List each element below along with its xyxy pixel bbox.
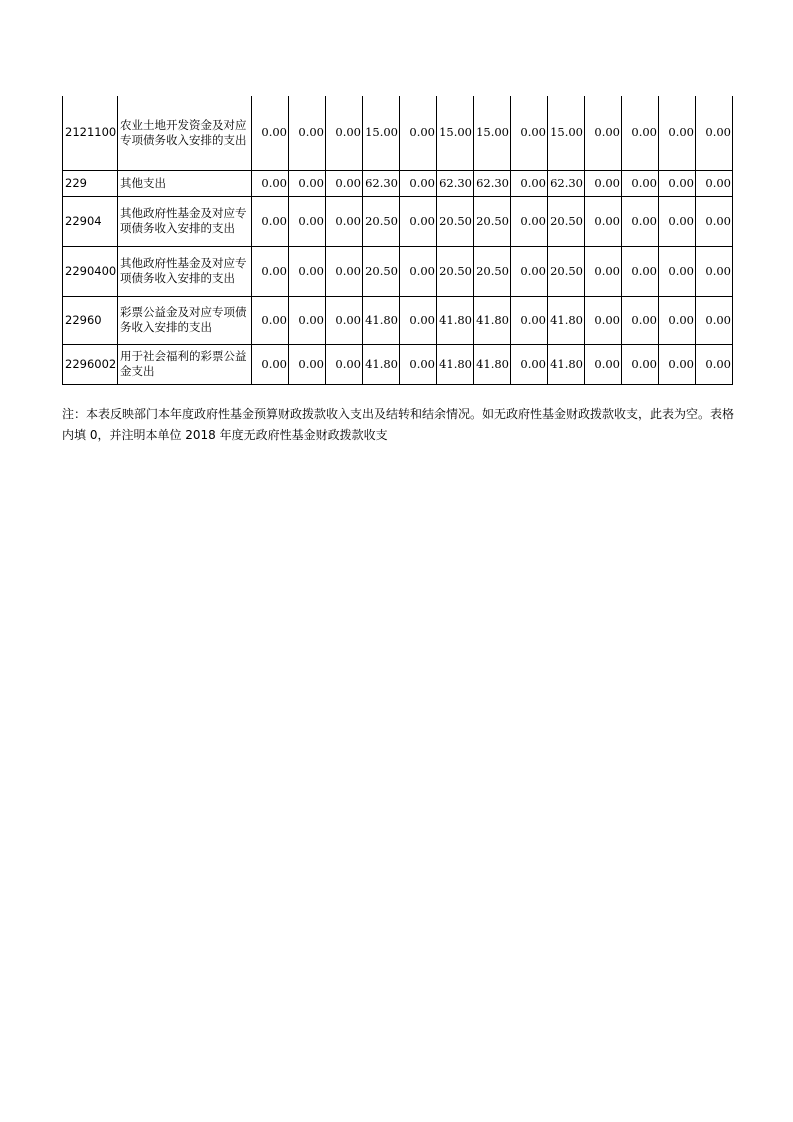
- subject-name-cell: 用于社会福利的彩票公益金支出: [118, 344, 252, 384]
- amount-cell: 0.00: [511, 96, 548, 170]
- amount-cell: 20.50: [363, 246, 400, 296]
- amount-cell: 0.00: [400, 170, 437, 196]
- amount-cell: 0.00: [289, 344, 326, 384]
- amount-cell: 0.00: [400, 344, 437, 384]
- amount-cell: 0.00: [289, 96, 326, 170]
- amount-cell: 0.00: [400, 246, 437, 296]
- amount-cell: 0.00: [622, 96, 659, 170]
- amount-cell: 62.30: [437, 170, 474, 196]
- amount-cell: 0.00: [326, 170, 363, 196]
- amount-cell: 20.50: [474, 196, 511, 246]
- amount-cell: 41.80: [548, 296, 585, 344]
- amount-cell: 0.00: [252, 96, 289, 170]
- amount-cell: 0.00: [696, 344, 733, 384]
- amount-cell: 0.00: [585, 296, 622, 344]
- amount-cell: 0.00: [622, 296, 659, 344]
- amount-cell: 0.00: [289, 196, 326, 246]
- amount-cell: 0.00: [585, 344, 622, 384]
- amount-cell: 0.00: [622, 344, 659, 384]
- amount-cell: 15.00: [474, 96, 511, 170]
- subject-code-cell: 2290400: [63, 246, 118, 296]
- amount-cell: 15.00: [437, 96, 474, 170]
- amount-cell: 0.00: [400, 296, 437, 344]
- amount-cell: 41.80: [474, 296, 511, 344]
- subject-name-cell: 其他政府性基金及对应专项债务收入安排的支出: [118, 246, 252, 296]
- amount-cell: 0.00: [326, 196, 363, 246]
- amount-cell: 41.80: [437, 296, 474, 344]
- amount-cell: 0.00: [511, 246, 548, 296]
- amount-cell: 62.30: [363, 170, 400, 196]
- amount-cell: 0.00: [622, 246, 659, 296]
- table-row: [63, 246, 733, 296]
- table-row: [63, 196, 733, 246]
- amount-cell: 0.00: [400, 196, 437, 246]
- amount-cell: 20.50: [437, 246, 474, 296]
- amount-cell: 41.80: [363, 344, 400, 384]
- subject-name-cell: 其他政府性基金及对应专项债务收入安排的支出: [118, 196, 252, 246]
- subject-code-cell: 22904: [63, 196, 118, 246]
- amount-cell: 20.50: [437, 196, 474, 246]
- amount-cell: 0.00: [511, 344, 548, 384]
- amount-cell: 0.00: [585, 196, 622, 246]
- amount-cell: 0.00: [622, 170, 659, 196]
- amount-cell: 0.00: [252, 246, 289, 296]
- amount-cell: 0.00: [659, 296, 696, 344]
- amount-cell: 20.50: [548, 246, 585, 296]
- table-body: [63, 96, 733, 384]
- table-row: [63, 96, 733, 170]
- subject-code-cell: 229: [63, 170, 118, 196]
- table-row: [63, 344, 733, 384]
- amount-cell: 0.00: [252, 296, 289, 344]
- amount-cell: 0.00: [326, 296, 363, 344]
- amount-cell: 0.00: [326, 344, 363, 384]
- amount-cell: 0.00: [252, 170, 289, 196]
- amount-cell: 0.00: [252, 344, 289, 384]
- amount-cell: 41.80: [437, 344, 474, 384]
- amount-cell: 0.00: [659, 170, 696, 196]
- subject-name-cell: 农业土地开发资金及对应专项债务收入安排的支出: [118, 96, 252, 170]
- amount-cell: 41.80: [548, 344, 585, 384]
- amount-cell: 0.00: [696, 296, 733, 344]
- amount-cell: 0.00: [326, 96, 363, 170]
- fund-budget-table: [62, 96, 733, 385]
- amount-cell: 0.00: [696, 196, 733, 246]
- amount-cell: 15.00: [363, 96, 400, 170]
- amount-cell: 0.00: [511, 296, 548, 344]
- amount-cell: 62.30: [474, 170, 511, 196]
- amount-cell: 20.50: [474, 246, 511, 296]
- amount-cell: 0.00: [585, 246, 622, 296]
- amount-cell: 0.00: [289, 296, 326, 344]
- amount-cell: 0.00: [511, 196, 548, 246]
- amount-cell: 0.00: [659, 344, 696, 384]
- amount-cell: 0.00: [400, 96, 437, 170]
- table-row: [63, 296, 733, 344]
- amount-cell: 0.00: [659, 246, 696, 296]
- amount-cell: 0.00: [659, 196, 696, 246]
- subject-name-cell: 其他支出: [118, 170, 252, 196]
- table-row: [63, 170, 733, 196]
- amount-cell: 0.00: [289, 170, 326, 196]
- subject-code-cell: 2121100: [63, 96, 118, 170]
- amount-cell: 0.00: [696, 96, 733, 170]
- amount-cell: 0.00: [289, 246, 326, 296]
- amount-cell: 20.50: [548, 196, 585, 246]
- amount-cell: 0.00: [511, 170, 548, 196]
- amount-cell: 0.00: [326, 246, 363, 296]
- amount-cell: 41.80: [363, 296, 400, 344]
- amount-cell: 0.00: [696, 170, 733, 196]
- amount-cell: 0.00: [696, 246, 733, 296]
- table-footnote: 注：本表反映部门本年度政府性基金预算财政拨款收入支出及结转和结余情况。如无政府性基金财政拨款收支，此表为空。表格内填 0，并注明本单位 2018 年度无政府性基金财政拨款收支: [62, 407, 735, 442]
- subject-code-cell: 2296002: [63, 344, 118, 384]
- amount-cell: 0.00: [659, 96, 696, 170]
- amount-cell: 0.00: [585, 170, 622, 196]
- amount-cell: 0.00: [585, 96, 622, 170]
- subject-code-cell: 22960: [63, 296, 118, 344]
- amount-cell: 0.00: [622, 196, 659, 246]
- subject-name-cell: 彩票公益金及对应专项债务收入安排的支出: [118, 296, 252, 344]
- amount-cell: 0.00: [252, 196, 289, 246]
- amount-cell: 62.30: [548, 170, 585, 196]
- amount-cell: 20.50: [363, 196, 400, 246]
- amount-cell: 41.80: [474, 344, 511, 384]
- amount-cell: 15.00: [548, 96, 585, 170]
